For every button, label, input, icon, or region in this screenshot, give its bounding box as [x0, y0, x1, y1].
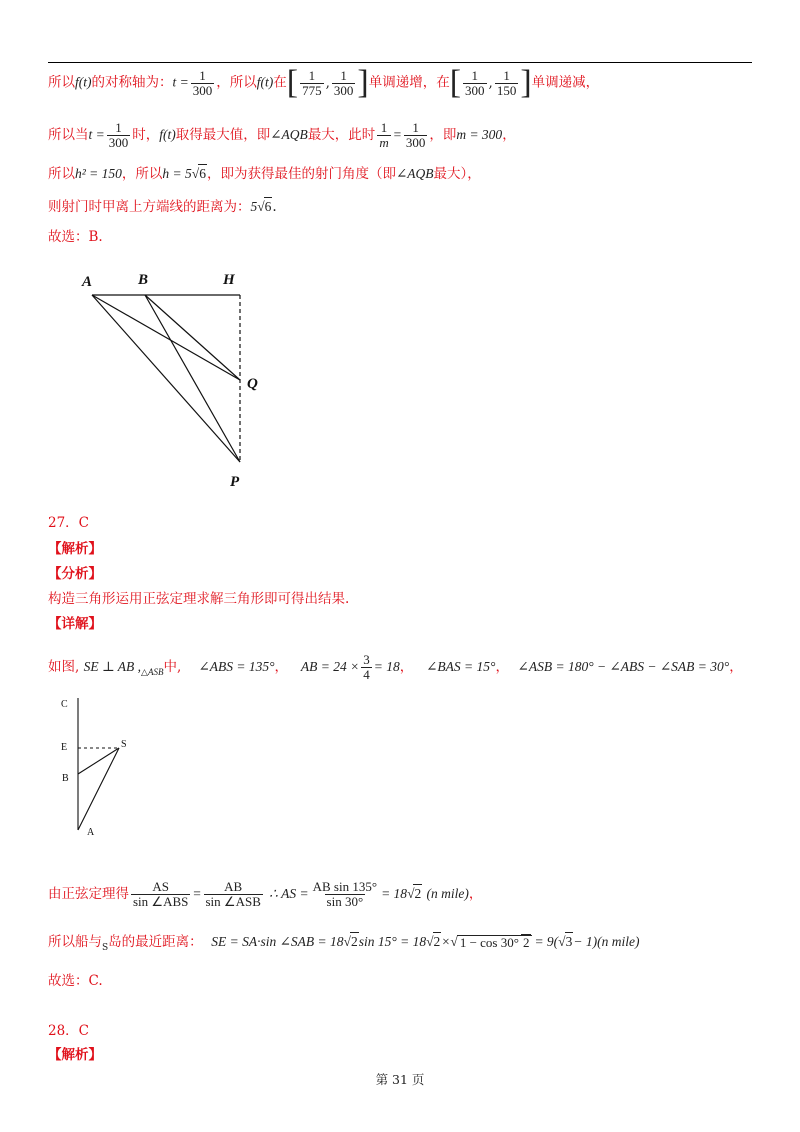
q27-line-given: 如图, SE ⊥ AB $,_{\triangle ASB}$中, ∠ABS = 135°， AB = 24 × $\frac{3}{4}$ = 18， ∠BAS = 15°， ∠ASB = 180° − ∠ABS − ∠SAB = 30°， [48, 652, 743, 682]
line-symmetry-axis: 所以f(t)的对称轴为：t = $\frac{1}{300}$ ，所以f(t)在 [ $\frac{1}{775}$ , $\frac{1}{300}$ ] 单调递增，在 [ $\frac{1}{300}$ , $\frac{1}{150}$ ] 单调递减， [48, 64, 600, 101]
line-max-value: 所以当t = $\frac{1}{300}$ 时，f(t)取得最大值，即∠AQB最大，此时 $\frac{1}{m}$ = $\frac{1}{300}$ ，即m = 300， [48, 120, 516, 150]
line-distance: 则射门时甲离上方端线的距离为：5√6. [48, 199, 277, 215]
fig2-label-c: C [61, 699, 68, 710]
q27-jiexi-tag: 【解析】 [48, 541, 102, 557]
fig2-label-s: S [121, 739, 127, 750]
line-answer-b: 故选：B. [48, 229, 103, 245]
q27-answer: 故选：C. [48, 973, 103, 989]
q27-number: 27．C [48, 515, 90, 531]
q27-xiangjie-tag: 【详解】 [48, 616, 102, 632]
header-rule [48, 62, 752, 63]
q27-fenxi-text: 构造三角形运用正弦定理求解三角形即可得出结果. [48, 591, 350, 607]
fig2-label-b: B [62, 773, 69, 784]
q27-line-nearest: 所以船与$_S$岛的最近距离： SE = SA·sin ∠SAB = 18√2sin 15° = 18√2×√ 1 − cos 30° 2 = 9(√3− 1)(n mile) [48, 934, 640, 953]
q27-line-sine-law: 由正弦定理得 $\frac{AS}{\text{sin ∠ABS}}$ = $\frac{AB}{\text{sin ∠ASB}}$ ∴ AS = $\frac{\text{AB sin 135°}}{\sin 30^\circ}$ = 18√2 (n mile)， [48, 879, 483, 909]
fig2-label-a: A [87, 827, 95, 838]
page-footer: 第 31 页 [375, 1072, 425, 1087]
figure-island-diagram [55, 690, 155, 840]
q28-jiexi-tag: 【解析】 [48, 1047, 102, 1063]
fig1-label-b: B [138, 272, 149, 288]
fig1-label-a: A [82, 274, 93, 290]
q27-fenxi-tag: 【分析】 [48, 566, 102, 582]
fig1-label-h: H [223, 272, 235, 288]
fig1-label-q: Q [247, 376, 258, 392]
q28-number: 28．C [48, 1023, 90, 1039]
line-h-value: 所以h² = 150，所以h = 5√6，即为获得最佳的射门角度（即∠AQB最大）， [48, 166, 481, 182]
fig2-label-e: E [61, 742, 68, 753]
figure-goal-diagram [70, 262, 270, 492]
fig1-label-p: P [230, 474, 240, 490]
